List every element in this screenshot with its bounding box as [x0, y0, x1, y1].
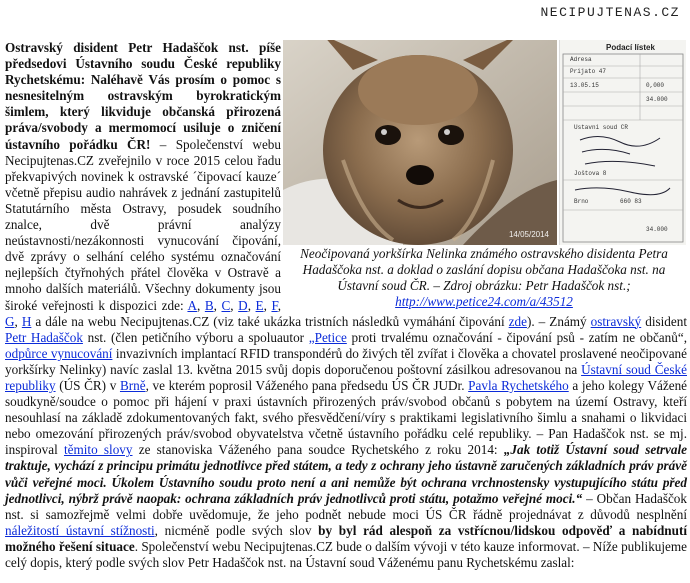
- receipt-field: 13.05.15: [570, 82, 599, 89]
- bold-request: by byl rád alespoň za vstřícnou/lidskou odpověď a nabídnutí možného řešení situace: [5, 522, 687, 554]
- petr-hadascok-link[interactable]: Petr Hadaščok: [5, 329, 83, 345]
- receipt-field: Joštova 8: [574, 170, 607, 177]
- temito-slovy-link[interactable]: těmito slovy: [63, 442, 133, 458]
- article-text: nst. (člen petičního výboru a spoluautor: [82, 329, 309, 345]
- article-text: invazivních implantací RFID transpondérů do živých těl zvířat i člověka a chovatel proslavené neočipované yorkšírky Nelinky) navíc zaslal 13. května 2015 svůj dopis doporučenou poštovní zásilkou adresovanou na: [5, 345, 687, 377]
- receipt-field: 34.000: [646, 96, 668, 103]
- doc-link-b[interactable]: B: [204, 297, 214, 313]
- lead-heading: Ostravský disident Petr Hadaščok nst. píše předsedovi Ústavního soudu České republiky Rychetskému: Naléhavě Vás prosím o pomoc s nesnesitelným ostravským byrokratickým šimlem, který likviduje občanská přirozená práva/svobody a mermomocí usiluje o zničení ústavního pořádku ČR!: [5, 40, 281, 152]
- doc-link-a[interactable]: A: [187, 297, 197, 313]
- doc-link-g[interactable]: G: [5, 313, 15, 329]
- doc-link-c[interactable]: C: [221, 297, 231, 313]
- receipt-field: 660 83: [620, 198, 642, 205]
- article-text: ze stanoviska Váženého pana soudce Rychetského z roku 2014:: [132, 442, 504, 458]
- article-text: , nicméně podle svých slov: [154, 522, 319, 538]
- ustavni-soud-link[interactable]: Ústavní soud České republiky: [5, 361, 687, 393]
- doc-link-f[interactable]: F: [271, 297, 278, 313]
- receipt-title: Podací lístek: [606, 43, 655, 52]
- receipt-field: Brno: [574, 198, 589, 205]
- brno-link[interactable]: Brně: [119, 377, 146, 393]
- odpurce-link[interactable]: odpůrce vynucování: [5, 345, 113, 361]
- article-text: disident: [641, 313, 688, 329]
- article-text: . Společenství webu Necipujtenas.CZ bude o dalším vývoji v této kauze informovat. – Níže publikujeme celý dopis, který podle svých slov Petr Hadaščok nst. na Ústavní soud Váženému panu Rychetskému zaslal:: [5, 538, 688, 570]
- doc-link-d[interactable]: D: [238, 297, 248, 313]
- judge-quote: „Jak totiž Ústavní soud setrvale traktuje, vychází z principu primátu jednotlivce před státem, a tedy z ochrany jeho ústavně zaručených základních práv právě vůči veřejné moci. Úkolem Ústavního soudu proto není a ani nemůže být ochrana vrchnostensky vystupujícího státu před jednotlivci, nýbrž právě naopak: ochrana základních práv jednotlivců proti státu, potažmo veřejné moci.“: [5, 442, 688, 506]
- pavel-rychetsky-link[interactable]: Pavla Rychetského: [468, 377, 569, 393]
- receipt-field: Prijato 47: [570, 68, 607, 75]
- figure-spacer: [281, 40, 687, 303]
- ostravsky-link[interactable]: ostravský: [590, 313, 642, 329]
- doc-link-h[interactable]: H: [21, 313, 32, 329]
- article-text: , ve kterém poprosil Váženého pana předsedu ÚS ČR JUDr.: [145, 377, 469, 393]
- article-text: – Občan Hadaščok nst. si samozřejmě velmi dobře uvědomuje, že jeho podnět nebude moci ÚS ČR řádně projednávat z důvodů nesplnění: [5, 490, 687, 522]
- article-body: [5, 40, 687, 571]
- zde-link[interactable]: zde: [508, 313, 527, 329]
- nalezitosti-link[interactable]: náležitostí ústavní stížnosti: [5, 522, 155, 538]
- doc-link-e[interactable]: E: [255, 297, 264, 313]
- receipt-field: Adresa: [570, 56, 592, 63]
- receipt-field: Ustavni soud CR: [574, 124, 629, 131]
- caption-text: Neočipovaná yorkšírka Nelinka známého ostravského disidenta Petra Hadaščoka nst. a doklad o zaslání dopisu občana Hadaščoka nst. na Ústavní soud ČR. – Zdroj obrázku: Petr Hadaščok nst.;: [300, 246, 668, 293]
- article-text: ). – Známý: [526, 313, 591, 329]
- article-text: (ÚS ČR) v: [55, 377, 120, 393]
- receipt-field: 0,000: [646, 82, 665, 89]
- site-name: NECIPUJTENAS.CZ: [540, 5, 680, 20]
- caption-source-link[interactable]: http://www.petice24.com/a/43512: [395, 294, 573, 309]
- petice-link[interactable]: „Petice: [308, 329, 347, 345]
- article-text: proti trvalému označování - čipování psů - zatím ne občanů“,: [346, 329, 687, 345]
- article-text: a jeho kolegy Vážené soudkyně/soudce o pomoc při hájení v praxi ústavních přirozených práv/svobod občanů s pobytem na území Ostravy, kteří nesouhlasí na základě zdokumentovaných fakt, svého přesvědčení/víry s praktikami legislativního šimlu a snahami o likvidaci nebo omezování přirozených práv/svobod obyvatelstva včetně ústavního pořádku celé republiky. – Pan Hadaščok nst. se mj. inspiroval: [5, 377, 688, 458]
- article-paragraph: Ostravský disident Petr Hadaščok nst. píše předsedovi Ústavního soudu České republiky Rychetskému: Naléhavě Vás prosím o pomoc s nesnesitelným ostravským byrokratickým šimlem, který likviduje občanská přirozená práva/svobody a mermomocí usiluje o zničení ústavního pořádku ČR! – Společenství webu Necipujtenas.CZ zveřejnilo v roce 2015 celou řadu překvapivých novinek k ostravské ´čipovací kauze´ včetně přepisu audio nahrávek z jednání zastupitelů Statutárního města Ostravy, posudek soudního znalce, dvě právní analýzy neústavnosti/nezákonnosti vynucování čipování, dvě zprávy o selhání celého systému označování nejlepších čtyřnohých přátel člověka v Ostravě a mnoho dalších materiálů. Všechny dokumenty jsou široké veřejnosti k dispozici zde: A, B, C, D, E, F, G, H a dále na webu Necipujtenas.CZ (viz také ukázka tristních následků vymáhání čipování zde). – Známý ostravský disident Petr Hadaščok nst. (člen petičního výboru a spoluautor „Petice proti trvalému označování - čipování psů - zatím ne občanů“, odpůrce vynucování invazivních implantací RFID transpondérů do živých těl zvířat i člověka a chovatel proslavené neočipované yorkšírky Nelinky) navíc zaslal 13. května 2015 svůj dopis doporučenou poštovní zásilkou adresovanou na Ústavní soud České republiky (ÚS ČR) v Brně, ve kterém poprosil Váženého pana předsedu ÚS ČR JUDr. Pavla Rychetského a jeho kolegy Vážené soudkyně/soudce o pomoc při hájení v praxi ústavních přirozených práv/svobod občanů s pobytem na území Ostravy, kteří nesouhlasí na základě zdokumentovaných fakt, svého přesvědčení/víry s praktikami legislativního šimlu a snahami o likvidaci nebo omezování přirozených práv/svobod obyvatelstva včetně ústavního pořádku celé republiky. – Pan Hadaščok nst. se mj. inspiroval těmito slovy ze stanoviska Váženého pana soudce Rychetského z roku 2014: „Jak totiž Ústavní soud setrvale traktuje, vychází z principu primátu jednotlivce před státem, a tedy z ochrany jeho ústavně zaručených základních práv právě vůči veřejné moci. Úkolem Ústavního soudu proto není a ani nemůže být ochrana vrchnostensky vystupujícího státu před jednotlivci, nýbrž právě naopak: ochrana základních práv jednotlivců proti státu, potažmo veřejné moci.“ – Občan Hadaščok nst. si samozřejmě velmi dobře uvědomuje, že jeho podnět nebude moci ÚS ČR řádně projednávat z důvodů nesplnění náležitostí ústavní stížnosti, nicméně podle svých slov by byl rád alespoň za vstřícnou/lidskou odpověď a nabídnutí možného řešení situace. Společenství webu Necipujtenas.CZ bude o dalším vývoji v této kauze informovat. – Níže publikujeme celý dopis, který podle svých slov Petr Hadaščok nst. na Ústavní soud Váženému panu Rychetskému zaslal:: [5, 40, 688, 570]
- receipt-field: 34.000: [646, 226, 668, 233]
- photo-date-stamp: 14/05/2014: [508, 230, 549, 239]
- article-text: a dále na webu Necipujtenas.CZ (viz také ukázka tristních následků vymáhání čipování: [31, 313, 509, 329]
- article-text: – Společenství webu Necipujtenas.CZ zveřejnilo v roce 2015 celou řadu překvapivých novinek k ostravské ´čipovací kauze´ včetně přepisu audio nahrávek z jednání zastupitelů Statutárního města Ostravy, posudek soudního znalce, dvě právní analýzy neústavnosti/nezákonnosti vynucování čipování, dvě zprávy o selhání celého systému označování nejlepších čtyřnohých přátel člověka v Ostravě a mnoho dalších materiálů. Všechny dokumenty jsou široké veřejnosti k dispozici zde:: [5, 136, 281, 313]
